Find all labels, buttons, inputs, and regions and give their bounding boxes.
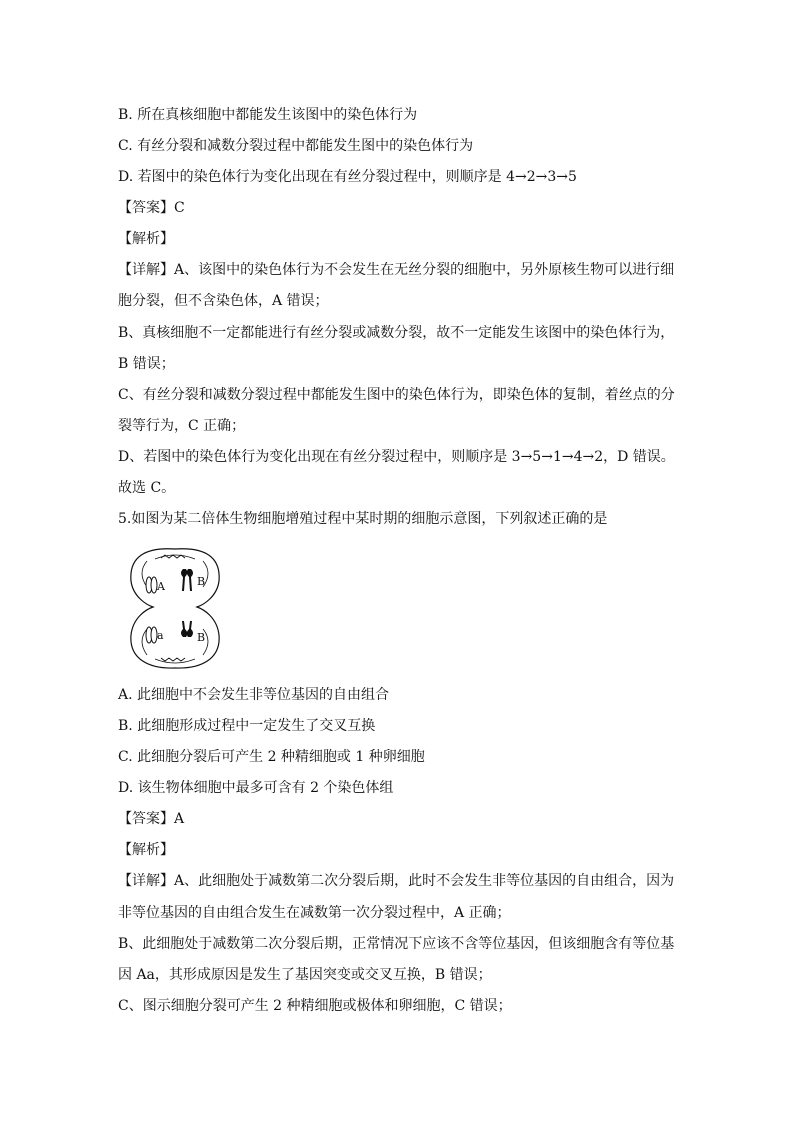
answer-line: 【答案】A [118, 811, 185, 827]
analysis-heading: 【解析】 [118, 842, 174, 858]
explanation-line: 裂等行为，C 正确； [118, 418, 246, 434]
explanation-line: 因 Aa，其形成原因是发生了基因突变或交叉互换，B 错误； [118, 967, 492, 983]
conclusion-line: 故选 C。 [118, 480, 176, 496]
chromosome-black [181, 569, 187, 591]
explanation-line: 【详解】A、此细胞处于减数第二次分裂后期，此时不会发生非等位基因的自由组合，因为 [118, 873, 675, 889]
centrosome-top [161, 555, 185, 558]
explanation-line: B、真核细胞不一定都能进行有丝分裂或减数分裂，故不一定能发生该图中的染色体行为， [118, 325, 675, 341]
explanation-line: 胞分裂，但不含染色体，A 错误； [118, 293, 329, 309]
analysis-heading: 【解析】 [118, 231, 174, 247]
cell-division-diagram [125, 543, 225, 673]
text-line-option-b: B. 所在真核细胞中都能发生该图中的染色体行为 [118, 107, 418, 123]
chromosome-black [181, 621, 187, 637]
question-5-option-b: B. 此细胞形成过程中一定发生了交叉互换 [118, 718, 376, 734]
explanation-line: C、图示细胞分裂可产生 2 种精细胞或极体和卵细胞，C 错误； [118, 998, 512, 1014]
explanation-line: D、若图中的染色体行为变化出现在有丝分裂过程中，则顺序是 3→5→1→4→2，D 错误。 [118, 449, 675, 465]
question-5-stem: 5.如图为某二倍体生物细胞增殖过程中某时期的细胞示意图，下列叙述正确的是 [118, 511, 608, 527]
gene-label: B [197, 575, 206, 588]
gene-label: a [157, 629, 164, 642]
explanation-line: B、此细胞处于减数第二次分裂后期，正常情况下应该不含等位基因，但该细胞含有等位基 [118, 936, 675, 952]
chromosome-black [187, 621, 193, 637]
chromosome-black [187, 569, 193, 591]
centrosome-bottom [161, 658, 185, 661]
gene-label: A [157, 580, 165, 593]
explanation-line: C、有丝分裂和减数分裂过程中都能发生图中的染色体行为，即染色体的复制，着丝点的分 [118, 387, 675, 403]
question-5-option-d: D. 该生物体细胞中最多可含有 2 个染色体组 [118, 780, 394, 796]
question-5-option-a: A. 此细胞中不会发生非等位基因的自由组合 [118, 687, 390, 703]
gene-label: B [197, 631, 206, 644]
explanation-line: B 错误； [118, 356, 175, 372]
explanation-line: 【详解】A、该图中的染色体行为不会发生在无丝分裂的细胞中，另外原核生物可以进行细 [118, 262, 675, 278]
text-line-option-d: D. 若图中的染色体行为变化出现在有丝分裂过程中，则顺序是 4→2→3→5 [118, 169, 577, 185]
text-line-option-c: C. 有丝分裂和减数分裂过程中都能发生图中的染色体行为 [118, 138, 474, 154]
explanation-line: 非等位基因的自由组合发生在减数第一次分裂过程中，A 正确； [118, 905, 511, 921]
question-5-option-c: C. 此细胞分裂后可产生 2 种精细胞或 1 种卵细胞 [118, 749, 425, 765]
answer-line: 【答案】C [118, 200, 185, 216]
